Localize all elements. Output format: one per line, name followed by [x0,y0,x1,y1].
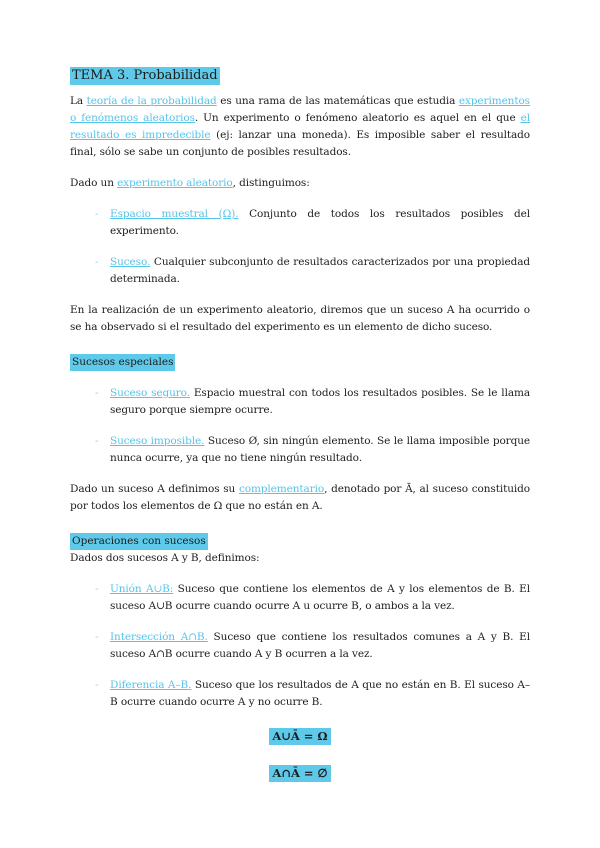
term-suceso-seguro: Suceso seguro. [110,387,190,399]
text-segment: , distinguimos: [232,177,310,189]
formula-union-complement: A∪Ā = Ω [269,728,330,745]
bullet-dash-icon: - [95,583,99,595]
text-segment: Suceso Ø, sin ningún elemento. Se le llama imposible porque nunca ocurre, ya que no tiene ningún resultado. [110,435,530,464]
section-operaciones [70,529,530,550]
term-interseccion: Intersección A∩B. [110,631,208,643]
paragraph-definition [70,93,530,161]
text-segment: Suceso que los resultados de A que no están en B. El suceso A–B ocurre cuando ocurre A y no ocurre B. [110,679,530,708]
formula-intersection-complement: A∩Ā = ∅ [269,765,330,782]
list-item-text [110,385,530,419]
section-sucesos-especiales [70,350,530,371]
list-item-suceso-imposible [70,433,530,467]
bullet-dash-icon: - [95,208,99,220]
formula-row-union-complement [70,725,530,745]
list-item-union [70,581,530,615]
term-complementario: complementario [238,483,325,495]
paragraph-realizacion [70,302,530,336]
paragraph-complementario [70,481,530,515]
section-heading: Operaciones con sucesos [70,533,208,550]
term-espacio-muestral: Espacio muestral (Ω). [110,208,239,220]
paragraph-intro-list [70,175,530,192]
list-item-text [110,254,530,288]
bullet-dash-icon: - [95,387,99,399]
section-heading: Sucesos especiales [70,354,175,371]
text-segment: . Un experimento o fenómeno aleatorio es aquel en el que [194,112,521,124]
text-segment: La [70,95,87,107]
term-suceso: Suceso. [110,256,151,268]
list-item-suceso [70,254,530,288]
text-segment: , denotado por Ā, al suceso constituido por todos los elementos de Ω que no están en A. [70,483,530,512]
bullet-dash-icon: - [95,631,99,643]
text-segment: Suceso que contiene los resultados comunes a A y B. El suceso A∩B ocurre cuando A y B ocurren a la vez. [110,631,530,660]
list-item-espacio-muestral [70,206,530,240]
formula-row-intersection-complement [70,762,530,782]
list-item-diferencia [70,677,530,711]
list-item-text [110,629,530,663]
list-item-suceso-seguro [70,385,530,419]
text-segment: (ej: lanzar una moneda). Es imposible saber el resultado final, sólo se sabe un conjunto de posibles resultados. [70,129,531,158]
bullet-dash-icon: - [95,435,99,447]
text-segment: Conjunto de todos los resultados posibles del experimento. [110,208,530,237]
term-teoria-probabilidad: teoría de la probabilidad [86,95,217,107]
text-segment: Cualquier subconjunto de resultados caracterizados por una propiedad determinada. [110,256,530,285]
term-experimentos-aleatorios: experimentos o fenómenos aleatorios [70,95,530,124]
bullet-dash-icon: - [95,256,99,268]
text-segment: En la realización de un experimento aleatorio, diremos que un suceso A ha ocurrido o se ha observado si el resultado del experimento es un elemento de dicho suceso. [70,304,530,333]
list-item-text [110,433,530,467]
term-suceso-imposible: Suceso imposible. [110,435,205,447]
list-item-text [110,581,530,615]
term-union: Unión A∪B: [110,583,174,595]
term-resultado-impredecible: el resultado es impredecible [70,112,530,141]
title-block [70,64,530,93]
list-item-text [110,206,530,240]
list-item-text [110,677,530,711]
list-item-interseccion [70,629,530,663]
term-diferencia: Diferencia A–B. [110,679,192,691]
text-segment: Suceso que contiene los elementos de A y los elementos de B. El suceso A∪B ocurre cuando ocurre A u ocurre B, o ambos a la vez. [110,583,530,612]
text-segment: Dado un [70,177,118,189]
text-segment: Dados dos sucesos A y B, definimos: [70,552,260,564]
text-segment: Espacio muestral con todos los resultados posibles. Se le llama seguro porque siempre ocurre. [110,387,531,416]
term-experimento-aleatorio: experimento aleatorio [117,177,233,189]
text-segment: es una rama de las matemáticas que estudia [216,95,459,107]
document-title: TEMA 3. Probabilidad [72,68,218,83]
text-segment: Dado un suceso A definimos su [70,483,239,495]
paragraph-dados-dos-sucesos [70,550,530,567]
bullet-dash-icon: - [95,679,99,691]
